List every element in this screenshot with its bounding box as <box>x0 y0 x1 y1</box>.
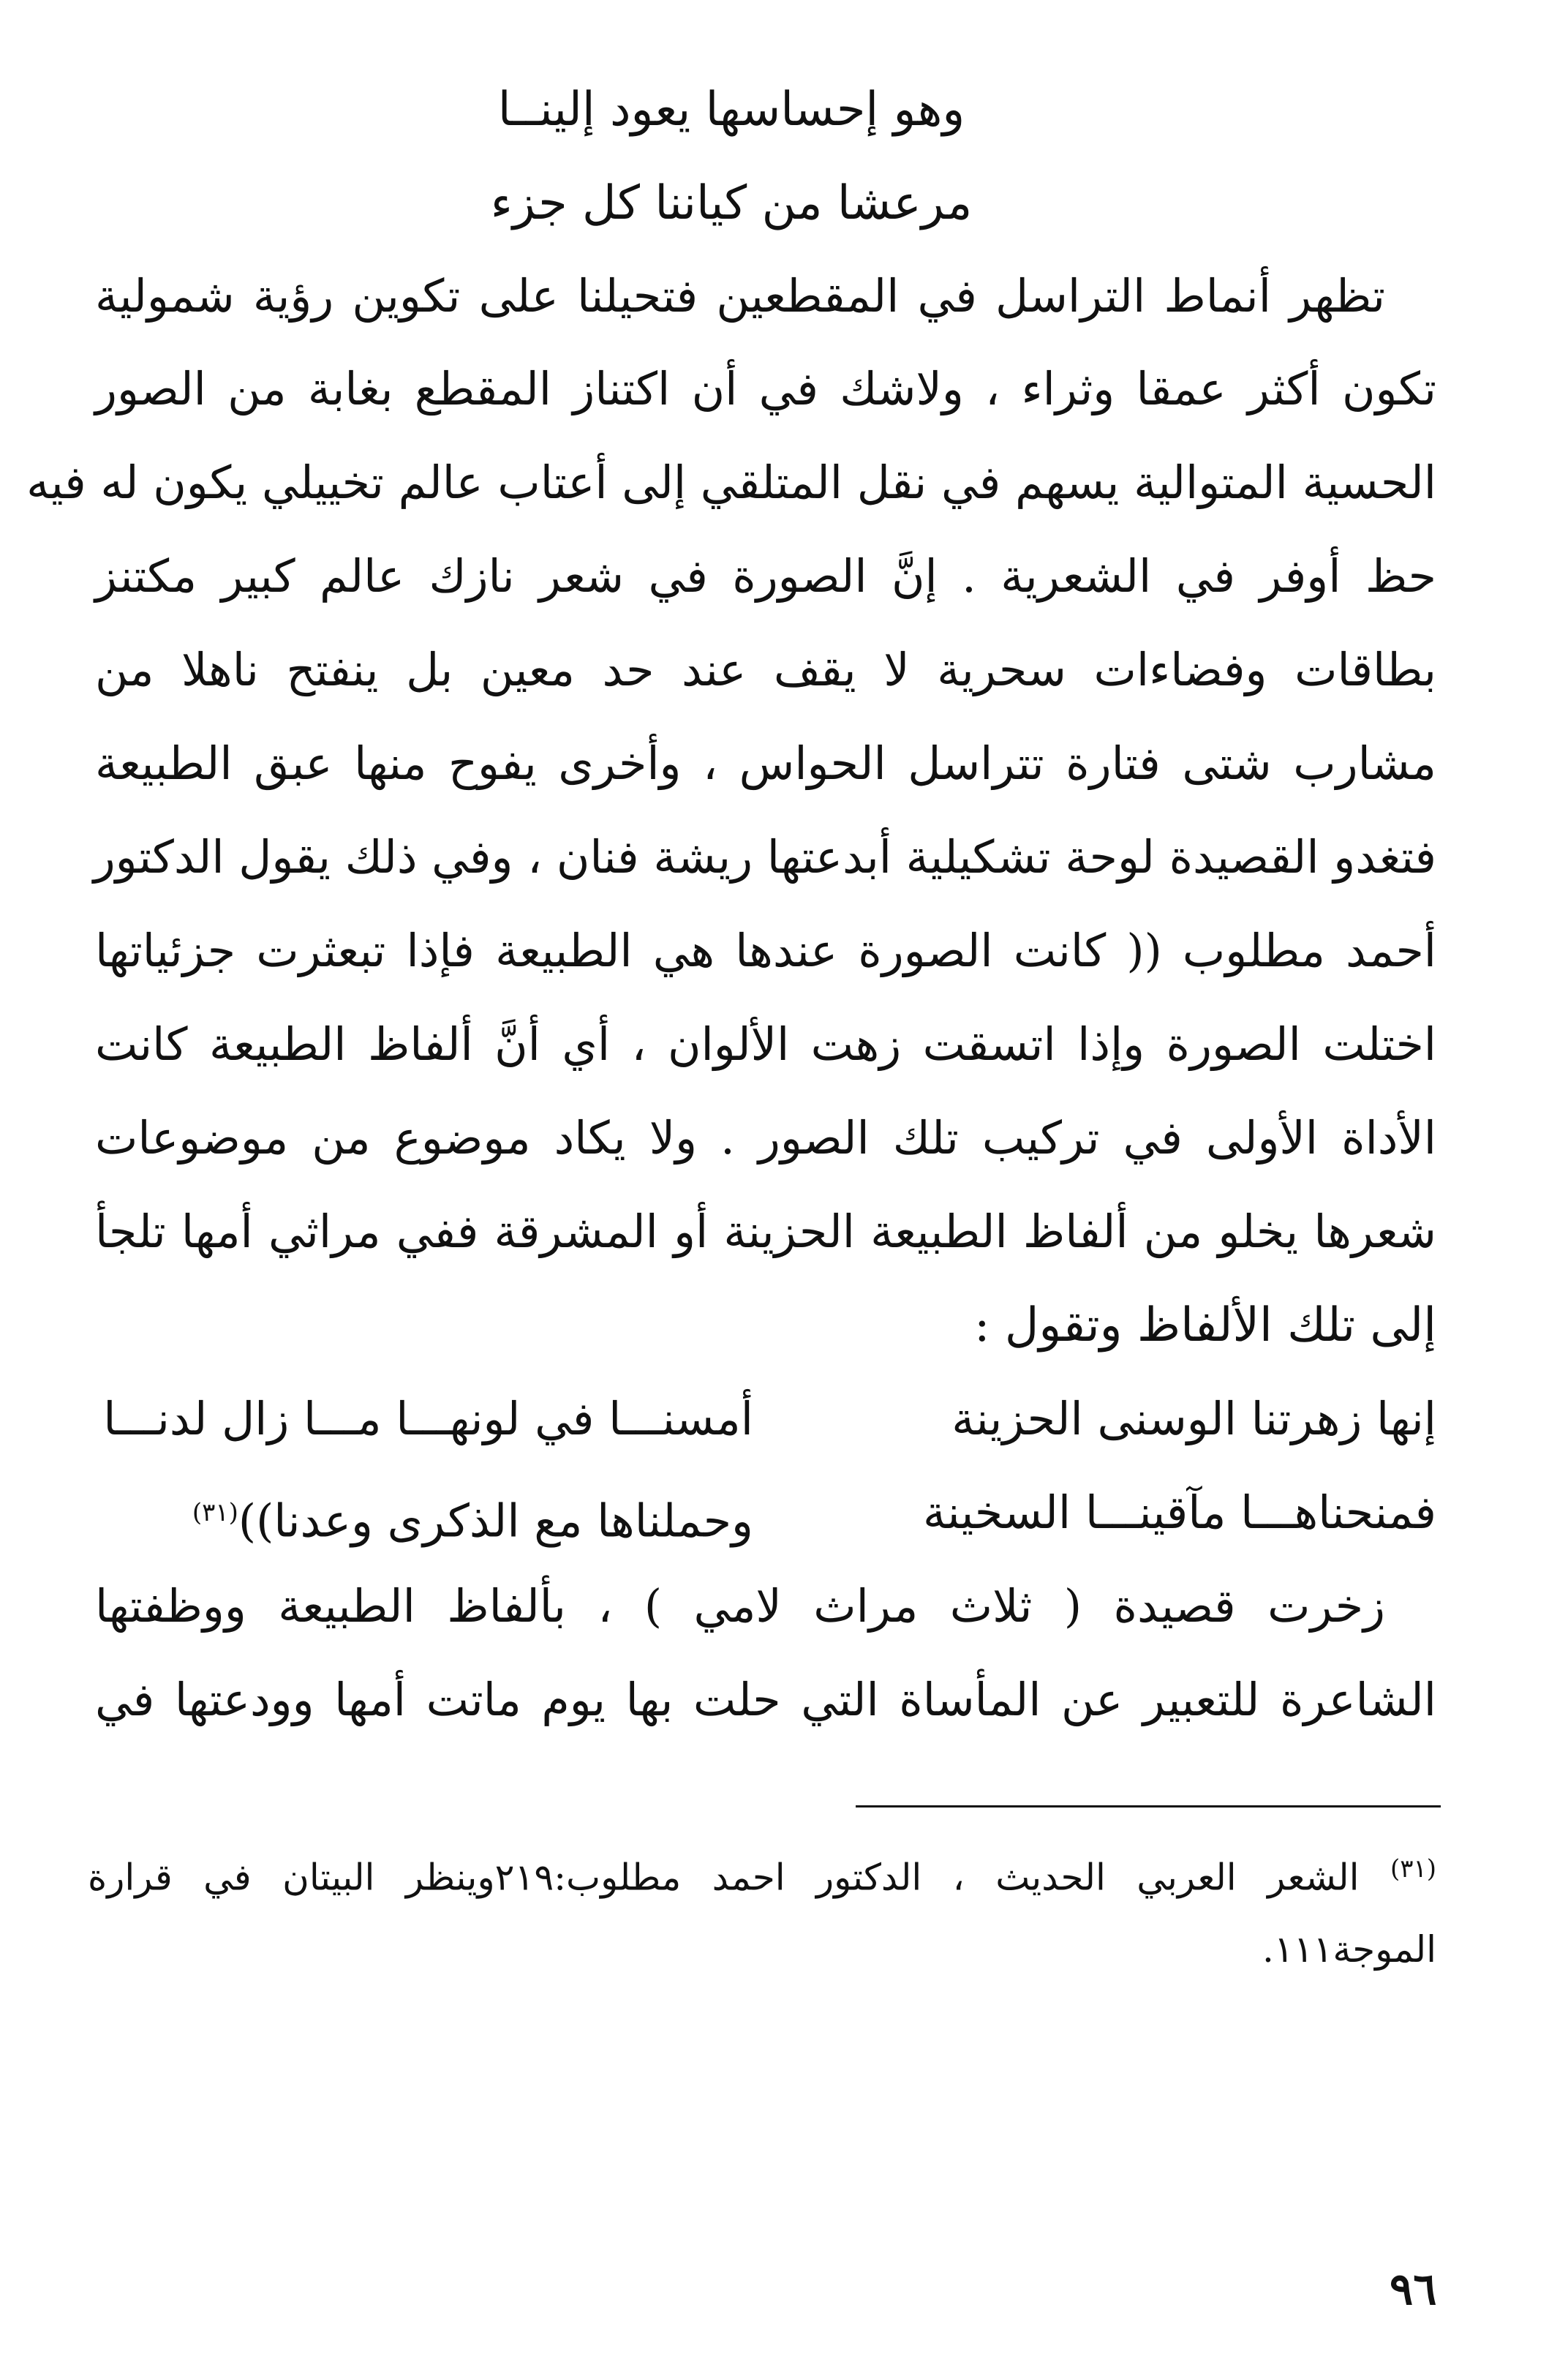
footnote-line <box>88 1843 1436 1903</box>
paragraph-line: تكون أكثر عمقا وثراء ، ولاشك في أن اكتناز المقطع بغابة من الصور <box>95 362 1436 415</box>
poem-hemistich-left-text: وحملناها مع الذكرى وعدنا)) <box>238 1494 753 1548</box>
verse-line-2: مرعشا من كياننا كل جزء <box>490 176 973 230</box>
poem-hemistich-right: إنها زهرتنا الوسنى الحزينة <box>951 1392 1436 1445</box>
paragraph-line: الحسية المتوالية يسهم في نقل المتلقي إلى أعتاب عالم تخييلي يكون له فيه <box>26 456 1436 509</box>
page-number: ٩٦ <box>1390 2264 1437 2315</box>
footnote-marker: (٣١) <box>1390 1854 1437 1884</box>
paragraph-line: شعرها يخلو من ألفاظ الطبيعة الحزينة أو المشرقة ففي مراثي أمها تلجأ <box>95 1205 1436 1258</box>
verse-line-1: وهو إحساسها يعود إلينــا <box>497 83 965 137</box>
paragraph-line: اختلت الصورة وإذا اتسقت زهت الألوان ، أي أنَّ ألفاظ الطبيعة كانت <box>95 1017 1436 1071</box>
footnote-text: الشعر العربي الحديث ، الدكتور احمد مطلوب:٢١٩وينظر البيتان في قرارة <box>88 1856 1360 1899</box>
poem-hemistich-left: أمسنـــا في لونهـــا مـــا زال لدنـــا <box>103 1392 753 1445</box>
paragraph-line-last: إلى تلك الألفاظ وتقول : <box>974 1298 1436 1353</box>
paragraph-line: فتغدو القصيدة لوحة تشكيلية أبدعتها ريشة فنان ، وفي ذلك يقول الدكتور <box>93 830 1436 884</box>
footnote-separator <box>856 1805 1441 1807</box>
paragraph-line: مشارب شتى فتارة تتراسل الحواس ، وأخرى يفوح منها عبق الطبيعة <box>95 737 1436 790</box>
poem-hemistich-left <box>95 1483 753 1551</box>
paragraph-line: الشاعرة للتعبير عن المأساة التي حلت بها يوم ماتت أمها وودعتها في <box>95 1673 1436 1726</box>
paragraph-line: بطاقات وفضاءات سحرية لا يقف عند حد معين بل ينفتح ناهلا من <box>95 643 1436 696</box>
paragraph-line: زخرت قصيدة ( ثلاث مراث لامي ) ، بألفاظ الطبيعة ووظفتها <box>95 1579 1385 1633</box>
footnote-line-2: الموجة١١١. <box>1262 1928 1436 1971</box>
paragraph-line: أحمد مطلوب (( كانت الصورة عندها هي الطبيعة فإذا تبعثرت جزئياتها <box>95 924 1436 977</box>
paragraph-line: تظهر أنماط التراسل في المقطعين فتحيلنا على تكوين رؤية شمولية <box>95 269 1385 323</box>
paragraph-line: الأداة الأولى في تركيب تلك الصور . ولا يكاد موضوع من موضوعات <box>95 1111 1436 1165</box>
footnote-reference: (٣١) <box>192 1498 238 1527</box>
paragraph-line: حظ أوفر في الشعرية . إنَّ الصورة في شعر نازك عالم كبير مكتنز <box>95 549 1436 603</box>
poem-hemistich-right: فمنحناهـــا مآقينـــا السخينة <box>923 1486 1436 1539</box>
